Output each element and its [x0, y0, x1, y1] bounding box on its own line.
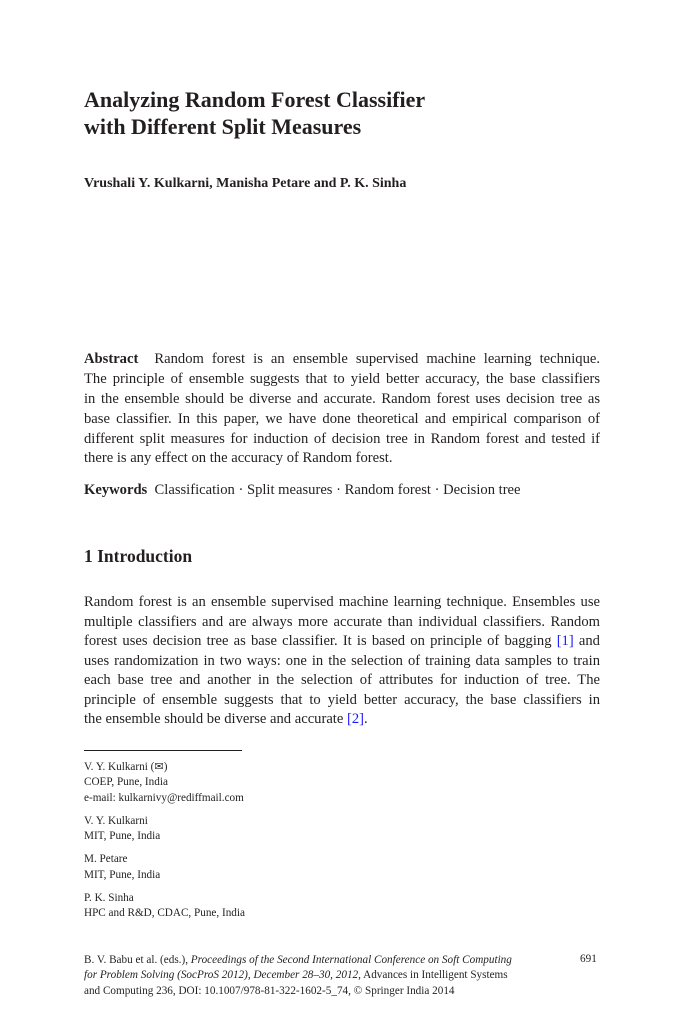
keywords	[84, 481, 600, 500]
section-heading-introduction: 1 Introduction	[84, 546, 193, 566]
intro-line: each base tree and another in the selection of attributes for induction of tree. The	[84, 672, 600, 688]
affiliation-name: V. Y. Kulkarni	[84, 815, 148, 827]
footnote-rule	[84, 750, 242, 751]
intro-line: Random forest is an ensemble supervised machine learning technique. Ensembles use	[84, 594, 600, 610]
intro-line	[84, 710, 600, 729]
keywords-label: Keywords	[84, 482, 148, 498]
abstract-line: in the ensemble should be diverse and accurate. Random forest uses decision tree as	[84, 391, 600, 407]
authors: Vrushali Y. Kulkarni, Manisha Petare and P. K. Sinha	[84, 176, 407, 191]
page-number: 691	[580, 953, 597, 965]
keywords-text: Classification · Split measures · Random forest · Decision tree	[154, 482, 521, 498]
abstract-label: Abstract	[84, 351, 139, 367]
abstract-line: different split measures for induction of decision tree in Random forest and tested if	[84, 431, 600, 447]
intro-line: principle of ensemble suggests that to yield better accuracy, the base classifiers in	[84, 692, 600, 708]
intro-text: and	[573, 633, 600, 649]
paper-title-line-1: Analyzing Random Forest Classifier	[84, 87, 426, 112]
affiliation-line: COEP, Pune, India	[84, 776, 168, 788]
affiliation-name: P. K. Sinha	[84, 892, 134, 904]
abstract-text: Random forest is an ensemble supervised machine learning technique.	[154, 351, 601, 367]
intro-line	[84, 632, 600, 651]
abstract-line: base classifier. In this paper, we have done theoretical and empirical comparison of	[84, 411, 600, 427]
citation-link-1[interactable]: [1]	[556, 633, 574, 649]
intro-line: uses randomization in two ways: one in the selection of training data samples to train	[84, 653, 600, 669]
abstract-line: there is any effect on the accuracy of Random forest.	[84, 450, 393, 466]
affiliation-name: V. Y. Kulkarni (✉)	[84, 761, 168, 773]
footer-proceedings: Proceedings of the Second International Conference on Soft Computing	[190, 954, 512, 966]
affiliation-line: HPC and R&D, CDAC, Pune, India	[84, 907, 245, 919]
footer-line	[84, 953, 554, 968]
footer-series: , Advances in Intelligent Systems	[358, 969, 508, 981]
citation-link-2[interactable]: [2]	[347, 711, 365, 727]
footer-line: and Computing 236, DOI: 10.1007/978-81-322-1602-5_74, © Springer India 2014	[84, 985, 455, 997]
affiliation-email: e-mail: kulkarnivy@rediffmail.com	[84, 792, 244, 804]
abstract-line	[84, 350, 600, 369]
footer-editors: B. V. Babu et al. (eds.),	[84, 954, 191, 966]
intro-text: the ensemble should be diverse and accurate	[84, 711, 347, 727]
affiliation-line: MIT, Pune, India	[84, 830, 161, 842]
affiliation-name: M. Petare	[84, 853, 128, 865]
paper-title-line-2: with Different Split Measures	[84, 114, 362, 139]
intro-text: forest uses decision tree as base classifier. It is based on principle of bagging	[84, 633, 557, 649]
footer-line	[84, 968, 554, 983]
intro-line: multiple classifiers and are always more accurate than individual classifiers. Random	[84, 614, 600, 630]
affiliation-line: MIT, Pune, India	[84, 869, 161, 881]
abstract-line: The principle of ensemble suggests that to yield better accuracy, the base classifiers	[84, 371, 600, 387]
intro-text: .	[364, 711, 368, 727]
footer-proceedings: for Problem Solving (SocProS 2012), December 28–30, 2012	[84, 969, 359, 981]
